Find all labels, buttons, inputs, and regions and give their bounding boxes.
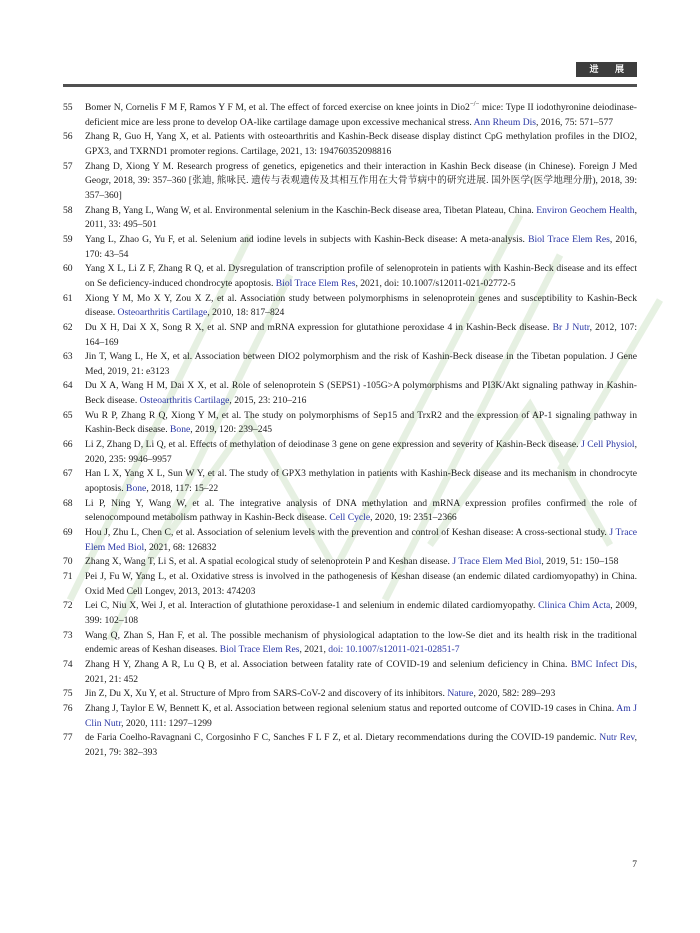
section-tag: 进 展: [576, 62, 637, 77]
journal-link[interactable]: Am J Clin Nutr: [85, 702, 637, 729]
reference-item: [63, 438, 637, 467]
reference-text-segment: Wang Q, Zhan S, Han F, et al. The possible mechanism of physiological adaptation to the low-Se diet and its health risk in the traditional endemic areas of Keshan diseases.: [85, 629, 637, 656]
reference-item: [63, 204, 637, 233]
journal-link[interactable]: Nutr Rev: [599, 732, 635, 744]
journal-link[interactable]: Ann Rheum Dis: [473, 116, 537, 128]
reference-text: [85, 351, 637, 377]
reference-text-segment: , 2021, 21: 452: [85, 658, 637, 685]
reference-text: [85, 234, 637, 260]
reference-text-segment: Zhang R, Guo H, Yang X, et al. Patients with osteoarthritis and Kashin-Beck disease display distinct CpG methylation profiles in the DIO2, GPX3, and TXRND1 promoter regions. Cartilage, 2021, 13: 194760352098816: [85, 131, 637, 157]
reference-text: [85, 527, 637, 553]
journal-link[interactable]: Biol Trace Elem Res: [275, 277, 356, 289]
reference-text-segment: , 2010, 18: 817–824: [207, 307, 285, 319]
reference-item: [63, 599, 637, 628]
reference-number: 65: [63, 409, 73, 421]
reference-text: [85, 205, 637, 231]
reference-text: [85, 439, 637, 465]
reference-text-segment: Han L X, Yang X L, Sun W Y, et al. The study of GPX3 methylation in patients with Kashin-Beck disease and its mechanism in chondrocyte apoptosis.: [85, 468, 637, 495]
reference-number: 56: [63, 131, 73, 143]
reference-text-segment: Pei J, Fu W, Yang L, et al. Oxidative stress is involved in the pathogenesis of Keshan disease (an endemic dilated cardiomyopathy) in China. Oxid Med Cell Longev, 2013, 2013: 474203: [85, 571, 637, 597]
reference-text-segment: , 2018, 117: 15–22: [146, 483, 219, 495]
reference-text: [85, 688, 555, 699]
reference-text: [85, 161, 637, 201]
reference-text-segment: , 2015, 23: 210–216: [229, 395, 307, 407]
reference-number: 69: [63, 527, 73, 539]
reference-item: [63, 233, 637, 262]
reference-text-segment: Zhang H Y, Zhang A R, Lu Q B, et al. Association between fatality rate of COVID-19 and selenium deficiency in China.: [85, 658, 571, 670]
journal-link[interactable]: Osteoarthritis Cartilage: [117, 307, 208, 319]
journal-link[interactable]: J Trace Elem Med Biol: [452, 556, 542, 568]
reference-text: [85, 703, 637, 729]
reference-text-segment: , 2012, 107: 164–169: [85, 321, 638, 348]
reference-text-segment: Zhang J, Taylor E W, Bennett K, et al. Association between regional selenium status and reported outcome of COVID-19 cases in China.: [85, 702, 617, 714]
reference-item: [63, 702, 637, 731]
reference-number: 66: [63, 439, 73, 451]
reference-item: [63, 731, 637, 760]
reference-item: [63, 687, 637, 702]
page-header: [63, 62, 637, 88]
reference-number: 70: [63, 556, 73, 568]
reference-number: 60: [63, 263, 73, 275]
reference-text-segment: Hou J, Zhu L, Chen C, et al. Association of selenium levels with the prevention and control of Keshan disease: A cross-sectional study.: [85, 527, 610, 539]
reference-text: [85, 498, 637, 524]
reference-text-segment: , 2016, 170: 43–54: [85, 233, 637, 260]
reference-number: 77: [63, 732, 73, 744]
journal-link[interactable]: Cell Cycle: [329, 512, 371, 524]
reference-number: 55: [63, 102, 73, 113]
reference-text-segment: Zhang B, Yang L, Wang W, et al. Environmental selenium in the Kaschin-Beck disease area, Tibetan Plateau, China.: [85, 204, 537, 216]
reference-text: [85, 556, 618, 567]
reference-item: [63, 130, 637, 159]
reference-text: [85, 380, 637, 406]
reference-text: [85, 131, 637, 157]
reference-item: [63, 292, 637, 321]
journal-link[interactable]: BMC Infect Dis: [570, 658, 635, 670]
reference-text-segment: Du X H, Dai X X, Song R X, et al. SNP and mRNA expression for glutathione peroxidase 4 in Kashin-Beck disease.: [85, 321, 553, 333]
reference-text: [85, 468, 637, 494]
reference-text: [85, 659, 637, 685]
reference-item: [63, 497, 637, 526]
journal-link[interactable]: Biol Trace Elem Res: [528, 233, 610, 245]
reference-text-segment: Jin Z, Du X, Xu Y, et al. Structure of Mpro from SARS-CoV-2 and discovery of its inhibitors.: [85, 688, 448, 700]
reference-text-segment: Du X A, Wang H M, Dai X X, et al. Role of selenoprotein S (SEPS1) -105G>A polymorphisms and PI3K/Akt signaling pathway in Kashin-Beck disease.: [85, 380, 637, 407]
reference-text: [85, 732, 637, 758]
reference-number: 75: [63, 688, 73, 700]
reference-item: [63, 160, 637, 204]
reference-item: [63, 658, 637, 687]
reference-text-segment: , 2020, 19: 2351–2366: [370, 512, 457, 524]
reference-text: [85, 600, 637, 626]
reference-text-segment: Li P, Ning Y, Wang W, et al. The integrative analysis of DNA methylation and mRNA expression profiles confirmed the role of selenocompound metabolism pathway in Kashin-Beck disease.: [85, 497, 637, 524]
reference-text-segment: Xiong Y M, Mo X Y, Zou X Z, et al. Association study between polymorphisms in selenoprotein genes and susceptibility to Kashin-Beck disease.: [85, 292, 637, 319]
journal-link[interactable]: Osteoarthritis Cartilage: [139, 395, 230, 407]
reference-text-segment: , 2009, 399: 102–108: [85, 600, 637, 626]
journal-link[interactable]: J Cell Physiol: [581, 439, 635, 451]
reference-text-segment: , 2020, 582: 289–293: [473, 688, 556, 700]
journal-link[interactable]: Nature: [447, 688, 474, 700]
reference-text-segment: Wu R P, Zhang R Q, Xiong Y M, et al. The study on polymorphisms of Sep15 and TrxR2 and the expression of AP-1 signaling pathway in Kashin-Beck disease.: [85, 409, 637, 436]
reference-number: 63: [63, 351, 73, 363]
reference-item: [63, 379, 637, 408]
journal-link[interactable]: Br J Nutr: [552, 321, 590, 333]
journal-link[interactable]: Clinica Chim Acta: [538, 600, 611, 612]
journal-link[interactable]: J Trace Elem Med Biol: [85, 527, 637, 553]
reference-text: [85, 322, 637, 348]
reference-text: [85, 630, 637, 656]
reference-item: [63, 101, 637, 130]
reference-text-segment: Jin T, Wang L, He X, et al. Association between DIO2 polymorphism and the risk of Kashin-Beck disease in the Tibetan population. J Gene Med, 2019, 21: e3123: [85, 351, 637, 377]
reference-text-segment: , 2020, 235: 9946–9957: [85, 439, 637, 465]
reference-number: 67: [63, 468, 73, 480]
reference-item: [63, 526, 637, 555]
reference-item: [63, 409, 637, 438]
reference-list: [63, 101, 637, 761]
reference-text: [85, 410, 637, 436]
reference-text-segment: de Faria Coelho-Ravagnani C, Corgosinho F C, Sanches F L F Z, et al. Dietary recommendations during the COVID-19 pandemic.: [85, 732, 600, 744]
reference-item: [63, 262, 637, 291]
reference-text-segment: , 2021,: [299, 644, 329, 656]
reference-item: [63, 629, 637, 658]
reference-text-segment: , 2016, 75: 571–577: [536, 116, 614, 128]
reference-number: 74: [63, 658, 73, 670]
reference-number: 62: [63, 321, 73, 333]
reference-number: 61: [63, 292, 73, 304]
reference-text-segment: Yang L, Zhao G, Yu F, et al. Selenium and iodine levels in subjects with Kashin-Beck disease: A meta-analysis.: [85, 233, 529, 245]
reference-item: [63, 467, 637, 496]
reference-text-segment: Yang X L, Li Z F, Zhang R Q, et al. Dysregulation of transcription profile of selenoprotein in patients with Kashin-Beck disease and its effect on Se deficiency-induced chondrocyte apoptosis.: [85, 263, 637, 289]
reference-number: 58: [63, 204, 73, 216]
reference-text: [85, 263, 637, 289]
journal-link[interactable]: Environ Geochem Health: [536, 204, 635, 216]
journal-link[interactable]: Biol Trace Elem Res: [219, 644, 300, 656]
reference-number: 64: [63, 380, 73, 392]
superscript-text: −/−: [469, 100, 480, 108]
reference-text-segment: , 2021, doi: 10.1007/s12011-021-02772-5: [355, 277, 516, 289]
reference-text-segment: , 2021, 68: 126832: [144, 541, 217, 553]
header-rule: [63, 84, 637, 87]
journal-link[interactable]: doi: 10.1007/s12011-021-02851-7: [328, 644, 460, 656]
reference-text-segment: , 2019, 51: 150–158: [541, 556, 619, 568]
reference-number: 59: [63, 233, 73, 245]
reference-number: 57: [63, 160, 73, 172]
reference-text-segment: Zhang X, Wang T, Li S, et al. A spatial ecological study of selenoprotein P and Keshan disease.: [85, 556, 453, 568]
journal-link[interactable]: Bone: [126, 483, 147, 495]
reference-text-segment: , 2020, 111: 1297–1299: [121, 717, 212, 729]
reference-number: 68: [63, 497, 73, 509]
reference-text-segment: mice: Type II iodothyronine deiodinase-deficient mice are less prone to develop OA-like cartilage damage upon excessive mechanical stress.: [85, 102, 638, 128]
reference-text-segment: Li Z, Zhang D, Li Q, et al. Effects of methylation of deiodinase 3 gene on gene expression and severity of Kashin-Beck disease.: [85, 439, 582, 451]
reference-text-segment: , 2021, 79: 382–393: [85, 732, 637, 758]
reference-number: 72: [63, 600, 73, 612]
reference-item: [63, 321, 637, 350]
reference-number: 73: [63, 629, 73, 641]
reference-text-segment: , 2019, 120: 239–245: [190, 424, 273, 436]
journal-link[interactable]: Bone: [170, 424, 191, 436]
reference-number: 76: [63, 702, 73, 714]
reference-number: 71: [63, 571, 73, 582]
reference-item: [63, 570, 637, 599]
reference-item: [63, 350, 637, 379]
reference-text-segment: Bomer N, Cornelis F M F, Ramos Y F M, et al. The effect of forced exercise on knee joints in Dio2: [85, 102, 470, 113]
reference-text: [85, 571, 637, 597]
reference-text: [85, 293, 637, 319]
reference-text-segment: Zhang D, Xiong Y M. Research progress of genetics, epigenetics and their interaction in Kashin Beck disease (in Chinese). Foreign J Med Geogr, 2018, 39: 357–360 [张迪, 熊咏民. 遗传与表观遗传及其相互作用在大骨节病中的研究进展. 国外医学(医学地理分册), 2018, 39: 357–360]: [85, 160, 637, 201]
reference-text: [85, 102, 637, 128]
page-number: 7: [632, 860, 637, 870]
reference-text-segment: , 2011, 33: 495–501: [85, 204, 637, 231]
reference-item: [63, 555, 637, 570]
reference-text-segment: Lei C, Niu X, Wei J, et al. Interaction of glutathione peroxidase-1 and selenium in endemic dilated cardiomyopathy.: [85, 600, 539, 612]
